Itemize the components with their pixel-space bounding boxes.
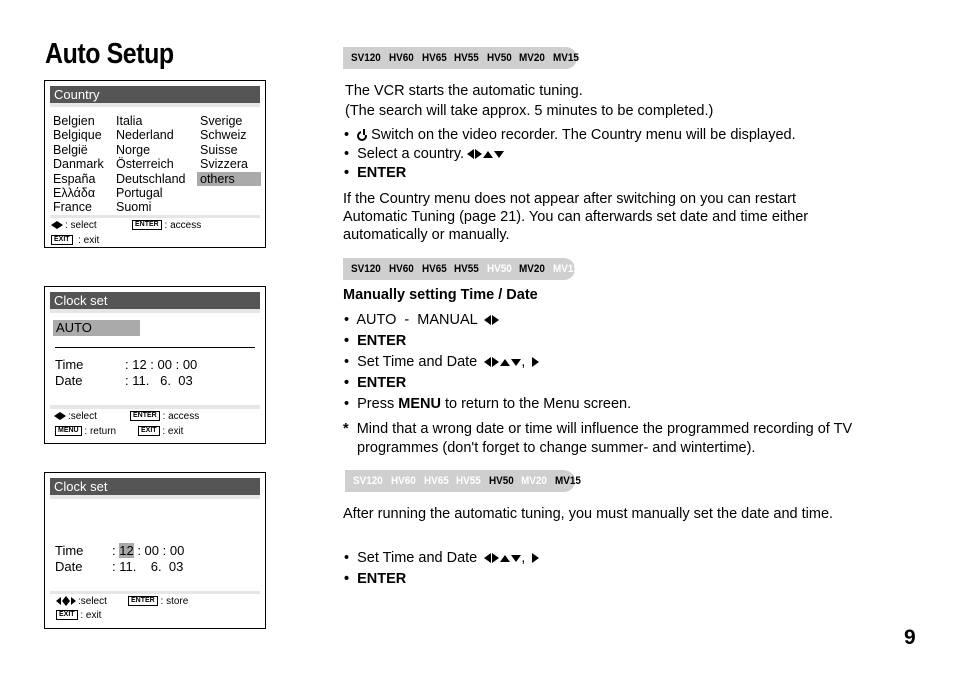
bullet-text: Set Time and Date: [357, 550, 478, 566]
bullet-enter: • ENTER: [344, 571, 407, 587]
intro-line-2: (The search will take approx. 5 minutes to be completed.): [345, 103, 714, 119]
time-rest: : 00 : 00: [133, 543, 185, 558]
time-value: : 12 : 00 : 00: [125, 357, 198, 372]
right-arrow-icon: [531, 553, 539, 563]
clock-set-screen-auto: [44, 286, 266, 444]
return-hint: : return: [84, 426, 117, 437]
time-label: Time: [55, 543, 84, 558]
clock-set-header: Clock set: [50, 478, 260, 495]
country-item: Portugal: [116, 186, 163, 201]
country-item-selected: others: [197, 172, 261, 186]
country-item: Österreich: [116, 157, 174, 172]
time-prefix: :: [112, 543, 120, 558]
date-value: : 11. 6. 03: [125, 373, 193, 388]
bullet-text: to return to the Menu screen.: [440, 396, 632, 412]
date-label: Date: [55, 373, 83, 388]
right-arrow-icon: [531, 357, 539, 367]
page-number: 9: [904, 626, 916, 649]
exit-hint: : exit: [78, 235, 100, 246]
model-tab-1: [343, 47, 577, 69]
exit-key-icon: EXIT: [51, 235, 73, 245]
exit-key-icon: EXIT: [138, 426, 160, 436]
para-line-2: Automatic Tuning (page 21). You can afterwards set date and time either: [343, 209, 809, 225]
model-label: HV60: [389, 52, 414, 64]
country-item: Belgique: [53, 128, 102, 143]
select-hint: : select: [65, 220, 97, 231]
enter-key-icon: ENTER: [130, 411, 160, 421]
bullet-text: Select a country.: [357, 146, 465, 162]
model-label: MV20: [521, 475, 548, 487]
bullet-set-time: • Set Time and Date ,: [344, 353, 539, 371]
store-hint: : store: [160, 596, 189, 607]
date-label: Date: [55, 559, 83, 574]
section-heading: Manually setting Time / Date: [343, 287, 538, 303]
access-hint: : access: [164, 220, 202, 231]
left-right-arrow-icon: [54, 412, 66, 420]
bullet-press-menu: • Press MENU to return to the Menu screen.: [344, 396, 632, 412]
para-line-3: automatically or manually.: [343, 227, 510, 243]
model-tab-2: [343, 258, 579, 280]
select-hint: :select: [68, 411, 97, 422]
model-label: HV65: [423, 475, 449, 487]
bullet-switch-on: • Switch on the video recorder. The Country menu will be displayed.: [344, 127, 796, 143]
enter-key-icon: ENTER: [128, 596, 158, 606]
bullet-text: AUTO - MANUAL: [356, 312, 478, 328]
model-label: SV120: [351, 52, 381, 64]
model-label: HV65: [421, 263, 447, 275]
model-tab-3: [345, 470, 581, 492]
model-label: MV20: [519, 52, 546, 64]
bullet-select-country: • Select a country.: [344, 145, 504, 163]
model-label: HV55: [456, 475, 481, 487]
country-item: Norge: [116, 142, 151, 157]
para-line-1: If the Country menu does not appear after switching on you can restart: [343, 191, 796, 207]
exit-key-icon: EXIT: [56, 610, 78, 620]
bullet-text: Press: [357, 396, 399, 412]
enter-key-icon: ENTER: [132, 220, 162, 230]
country-item: Ελλάδα: [53, 186, 96, 201]
country-item: Schweiz: [200, 128, 247, 143]
model-label: MV15: [552, 263, 579, 275]
model-label: HV50: [486, 52, 512, 64]
model-label: SV120: [353, 475, 383, 487]
exit-hint: : exit: [80, 610, 102, 621]
model-label: HV60: [389, 263, 414, 275]
page-title: Auto Setup: [45, 38, 174, 70]
country-item: Belgien: [53, 114, 95, 128]
time-hour-selected: 12: [119, 543, 134, 558]
country-menu-screen: [44, 80, 266, 248]
four-arrow-icon: [466, 149, 504, 159]
model-label: HV55: [454, 52, 479, 64]
time-label: Time: [55, 357, 84, 372]
exit-hint: : exit: [162, 426, 184, 437]
left-right-arrow-icon: [51, 221, 63, 229]
clock-set-screen-manual: [44, 472, 266, 629]
model-label: MV15: [552, 52, 579, 64]
country-item: Nederland: [116, 128, 174, 143]
bullet-enter: • ENTER: [344, 375, 407, 391]
bullet-enter: • ENTER: [344, 165, 407, 181]
power-icon: [357, 131, 367, 141]
four-arrow-icon: [483, 357, 521, 367]
section3-line: After running the automatic tuning, you must manually set the date and time.: [343, 506, 834, 522]
asterisk: *: [343, 421, 349, 437]
bullet-text: ENTER: [357, 571, 407, 587]
model-label: MV15: [554, 475, 581, 487]
four-arrow-icon: [483, 553, 521, 563]
bullet-set-time: • Set Time and Date ,: [344, 549, 539, 567]
country-item: België: [53, 142, 88, 157]
country-item: Suisse: [200, 142, 238, 157]
menu-keyword: MENU: [398, 396, 441, 412]
menu-key-icon: MENU: [55, 426, 82, 436]
model-label: HV50: [486, 263, 512, 275]
country-item: Italia: [116, 114, 143, 128]
bullet-text: ENTER: [357, 375, 407, 391]
mode-field: AUTO: [53, 320, 140, 336]
note-line-2: programmes (don't forget to change summer- and wintertime).: [357, 440, 756, 456]
country-column-3: [200, 114, 261, 186]
bullet-enter: • ENTER: [344, 333, 407, 349]
access-hint: : access: [162, 411, 200, 422]
model-label: HV55: [454, 263, 479, 275]
bullet-text: Set Time and Date: [357, 354, 478, 370]
model-label: SV120: [351, 263, 381, 275]
model-label: MV20: [519, 263, 546, 275]
country-item: España: [53, 171, 96, 186]
country-column-2: [116, 114, 186, 215]
bullet-text: Switch on the video recorder. The Country menu will be displayed.: [371, 127, 796, 143]
country-item: Suomi: [116, 200, 152, 215]
country-column-1: [53, 114, 104, 215]
country-item: Deutschland: [116, 171, 186, 186]
time-value: [112, 543, 184, 558]
model-label: HV65: [421, 52, 447, 64]
bullet-text: ENTER: [357, 165, 407, 181]
note-text: Mind that a wrong date or time will influence the programmed recording of TV: [356, 421, 853, 437]
model-label: HV50: [488, 475, 514, 487]
country-item: France: [53, 200, 92, 215]
country-item: Danmark: [53, 157, 104, 172]
country-menu-header: Country: [50, 86, 260, 103]
intro-line-1: The VCR starts the automatic tuning.: [345, 83, 583, 99]
bullet-text: ENTER: [357, 333, 407, 349]
country-item: Svizzera: [200, 157, 248, 172]
four-way-arrow-icon: [56, 596, 76, 606]
date-value: : 11. 6. 03: [112, 559, 184, 574]
select-hint: :select: [78, 596, 107, 607]
left-right-arrow-icon: [483, 315, 499, 325]
clock-set-header: Clock set: [50, 292, 260, 309]
note-line-1: [343, 420, 852, 438]
bullet-auto-manual: • AUTO - MANUAL: [344, 311, 499, 329]
model-label: HV60: [391, 475, 416, 487]
country-item: Sverige: [200, 114, 243, 128]
